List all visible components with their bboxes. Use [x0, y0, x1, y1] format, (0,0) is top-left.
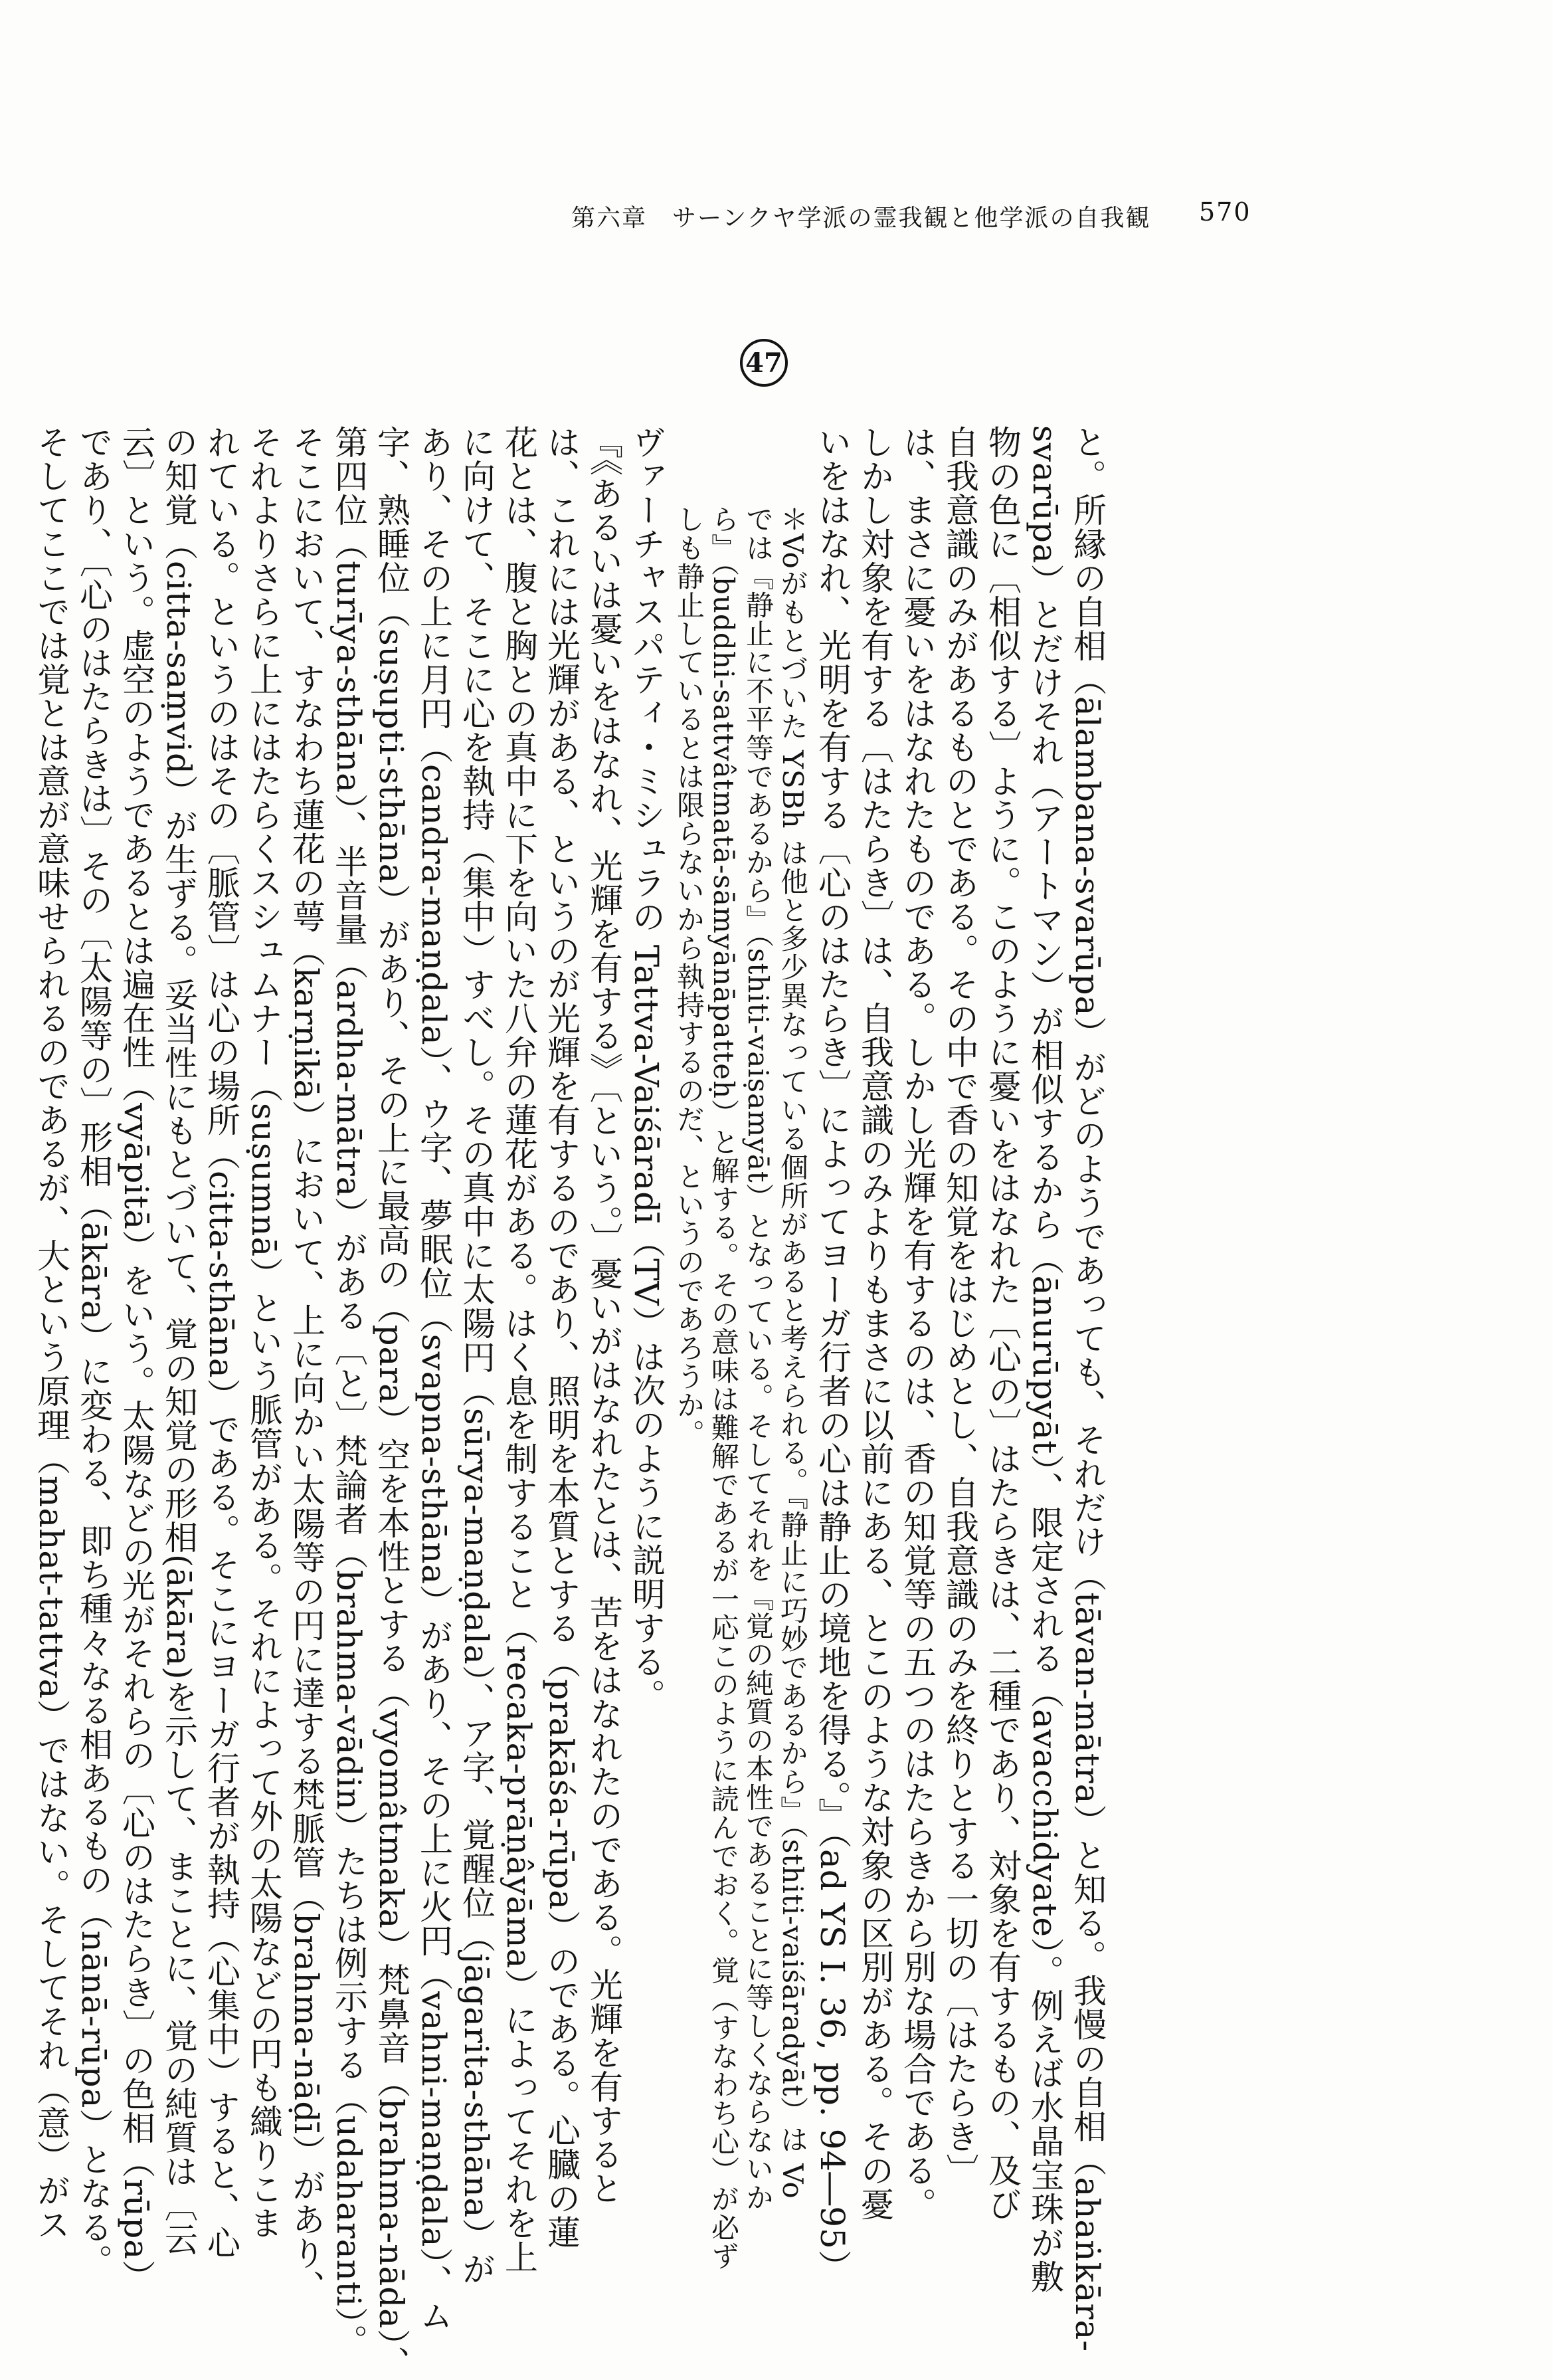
footnote-column: ら』（buddhi-sattvâtmatā-sāmyānāpatteḥ）と解する。その意味は難解であるが一応このように読んでおく。覚（すなわち心）が必ず	[707, 505, 740, 2271]
text-column: そしてここでは覚とは意が意味せられるのであるが、大という原理（mahat-tattva）ではない。そしてそれ（意）がス	[32, 425, 70, 2242]
text-column: 『《あるいは憂いをはなれ、光輝を有する》〔という。〕憂いがはなれたとは、苦をはなれたのである。光輝を有すると	[585, 425, 623, 2205]
text-column: 自我意識のみがあるものとである。その中で香の知覚をはじめとし、自我意識のみを終りとする一切の〔はたらき〕	[941, 425, 979, 2187]
text-column: は、これには光輝がある、というのが光輝を有するのであり、照明を本質とする（prakāśa-rūpa）のである。心臓の蓮	[542, 425, 581, 2250]
footnote-column: では『静止に不平等であるから』（sthiti-vaiṣamyāt）となっている。そしてそれを『覚の純質の本性であることに等しくならないか	[742, 505, 775, 2212]
text-column: しかし対象を有する〔はたらき〕は、自我意識のみよりもまさに以前にある、とこのような対象の区別がある。その憂	[856, 425, 894, 2221]
text-column: 字、熟睡位（suṣupti-sthāna）があり、その上に最高の（para）空を本性とする（vyomâtmaka）梵鼻音（brahma-nāda）、	[372, 425, 411, 2380]
section-number-47: 47	[740, 339, 788, 387]
page-number: 570	[1199, 197, 1251, 227]
footnote-column: しも静止しているとは限らないから執持するのだ、というのであろうか。	[673, 505, 705, 1448]
text-column: 花とは、腹と胸との真中に下を向いた八弁の蓮花がある。はく息を制すること（recaka-prāṇâyāma）によってそれを上	[500, 425, 538, 2274]
text-column: いをはなれ、光明を有する〔心のはたらき〕によってヨーガ行者の心は静止の境地を得る。』（ad YS I. 36, pp. 94―95）	[813, 425, 852, 2284]
footnote-column: ＊Voがもとづいた YSBh は他と多少異なっている個所があると考えられる。『静止に巧妙であるから』（sthiti-vaiśāradyāt）は Vo	[776, 505, 809, 2199]
text-column: 物の色に〔相似する〕ように。このように憂いをはなれた〔心の〕はたらきは、二種であり、対象を有するもの、及び	[983, 425, 1022, 2221]
text-column: の知覚（citta-saṃvid）が生ずる。妥当性にもとづいて、覚の知覚の形相(ākāra)を示して、まことに、覚の純質は〔云	[159, 425, 198, 2256]
text-column: は、まさに憂いをはなれたものである。しかし光輝を有するのは、香の知覚等の五つのはたらきから別な場合である。	[898, 425, 937, 2221]
text-column: であり、〔心のはたらきは〕その〔太陽等の〕形相（ākāra）に変わる、即ち種々なる相あるもの（nānā-rūpa）となる。	[74, 425, 113, 2278]
text-column: 第四位（turīya-sthāna）、半音量（ardha-mātra）がある〔と〕梵論者（brahma-vādin）たちは例示する（udaharanti）。	[329, 425, 368, 2358]
text-column: れている。というのはその〔脈管〕は心の場所（citta-sthāna）である。そこにヨーガ行者が執持（心集中）すると、心	[202, 425, 240, 2260]
text-column: 云〕という。虚空のようであるとは遍在性（vyāpitā）をいう。太陽などの光がそれらの〔心のはたらき〕の色相（rūpa）	[117, 425, 155, 2294]
text-column: に向けて、そこに心を執持（集中）すべし。その真中に太陽円（sūrya-maṇḍala）、ア字、覚醒位（jāgarita-sthāna）が	[457, 425, 496, 2286]
text-column: それよりさらに上にはたらくスシュムナー（suṣumnā）という脈管がある。それによって外の太陽などの円も織りこま	[244, 425, 283, 2240]
text-column: svarūpa）とだけそれ（アートマン）が相似するから（ānurūpyāt）、限定される（avacchidyate）。例えば水晶宝珠が敷	[1026, 425, 1064, 2294]
text-column: あり、その上に月円（candra-maṇḍala）、ウ字、夢眠位（svapna-sthāna）があり、その上に火円（vahni-maṇḍala）、ム	[414, 425, 453, 2333]
running-head: 第六章 サーンクヤ学派の霊我観と他学派の自我観	[571, 205, 1151, 232]
text-column: ヴァーチャスパティ・ミシュラの Tattva-Vaiśāradī（TV）は次のように説明する。	[627, 425, 666, 1713]
text-column: そこにおいて、すなわち蓮花の萼（karṇikā）において、上に向かい太陽等の円に達する梵脈管（brahma-nāḍī）があり、	[287, 425, 325, 2304]
text-column: と。所縁の自相（ālambana-svarūpa）がどのようであっても、それだけ（tāvan-mātra）と知る。我慢の自相（ahaṅkāra-	[1068, 425, 1107, 2353]
